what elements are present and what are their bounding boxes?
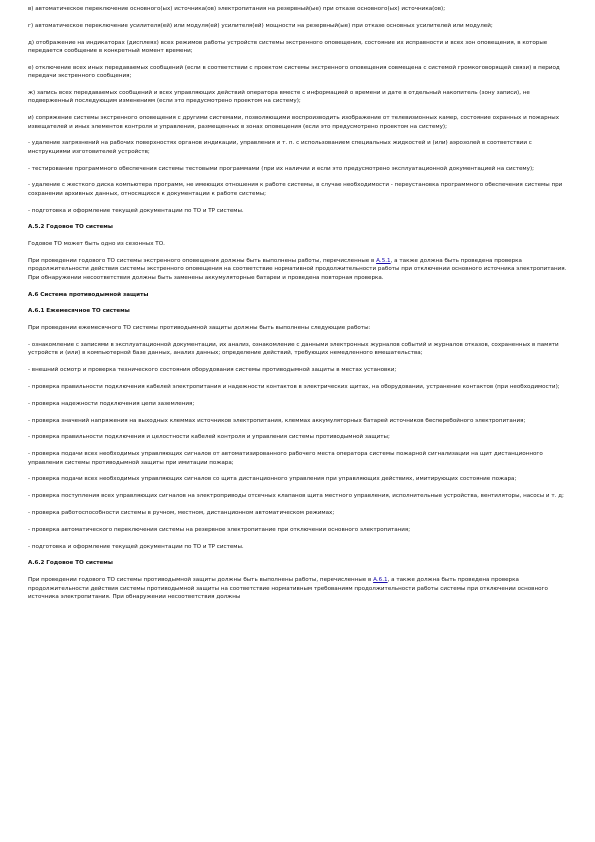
section-reference-link[interactable]: А.6.1 <box>373 577 388 584</box>
section-heading: А.6.2 Годовое ТО системы <box>28 560 113 567</box>
paragraph <box>28 576 567 601</box>
section-heading: А.6 Система противодымной защиты <box>28 291 149 298</box>
paragraph-text: , а также должна быть проведена проверка продолжительности действия системы экстренного оповещения на соответствие нормативной продолжительности работы при отключении основного источника электропитания. При обнаружении несоответствия должны быть заменены аккумуляторные батареи и проведена повторная проверка. <box>28 258 567 281</box>
paragraph-text: При проведении годового ТО системы экстренного оповещения должны быть выполнены работы, перечисленные в <box>28 258 377 264</box>
paragraph <box>28 257 567 282</box>
paragraph: - проверка значений напряжения на выходных клеммах источников электропитания, клеммах аккумуляторных батарей источников бесперебойного электропитания; <box>28 417 526 424</box>
paragraph: - проверка работоспособности системы в ручном, местном, дистанционном автоматическом режимах; <box>28 509 335 516</box>
section-reference-link[interactable]: А.5.1 <box>376 258 391 264</box>
section-heading: А.5.2 Годовое ТО системы <box>28 224 113 231</box>
paragraph: - проверка подачи всех необходимых управляющих сигналов со щита дистанционного управления при управляющих действиях, имитирующих состояние пожара; <box>28 476 517 483</box>
paragraph: - удаление с жесткого диска компьютера программ, не имеющих отношения к работе системы, в случае необходимости - переустановка программного обеспечения системы при сохранении архивных данных, относящихся к документации к работе системы; <box>28 182 563 197</box>
paragraph: - проверка правильности подключения и целостности кабелей контроля и управления системы противодымной защиты; <box>28 434 390 441</box>
paragraph-text: , а также должна быть проведена проверка продолжительности действия системы противодымной защиты на соответствие нормативным требованиям продолжительности работы системы при отключении основного источника электропитания. При обнаружении несоответствия должны <box>28 577 548 600</box>
paragraph: При проведении ежемесячного ТО системы противодымной защиты должны быть выполнены следующие работы: <box>28 325 371 332</box>
paragraph: д) отображение на индикаторах (дисплеях) всех режимов работы устройств системы экстренного оповещения, состояние их исправности и всех зон оповещения, в которые передается сообщение в конкретный момент времени; <box>28 39 548 54</box>
paragraph: и) сопряжение системы экстренного оповещения с другими системами, позволяющими воспроизводить изображение от телевизионных камер, состояние охранных и пожарных извещателей и иных элементов контроля и управления, размещенных в зонах оповещения (если это предусмотрено проектом на систему); <box>28 115 560 130</box>
paragraph-text: При проведении годового ТО системы противодымной защиты должны быть выполнены работы, перечисленные в <box>28 577 374 584</box>
paragraph: в) автоматическое переключение основного(ых) источника(ов) электропитания на резервный(ые) при отказе основного(ых) источника(ов); <box>28 6 446 12</box>
paragraph: Годовое ТО может быть одно из сезонных ТО. <box>28 241 165 248</box>
paragraph: - проверка надежности подключения цепи заземления; <box>28 400 195 407</box>
paragraph: - подготовка и оформление текущей документации по ТО и ТР системы. <box>28 207 244 214</box>
paragraph: - ознакомление с записями в эксплуатационной документации, их анализ, ознакомление с данными электронных журналов событий и журналов отказов, сохраненных в памяти устройств и (или) в компьютерной базе данных, анализ данных; определение действий, требующих немедленного вмешательства; <box>28 342 559 357</box>
paragraph: е) отключение всех иных передаваемых сообщений (если в соответствии с проектом системы экстренного оповещения совмещена с системой громкоговорящей связи) в период передачи экстренного сообщения; <box>28 64 560 80</box>
paragraph: г) автоматическое переключение усилителя(ей) или модуля(ей) усилителя(ей) мощности на резервный(ые) при отказе основных усилителей или модулей; <box>28 22 493 29</box>
paragraph: ж) запись всех передаваемых сообщений и всех управляющих действий оператора вместе с информацией о времени и дате в отдельный накопитель (зону записи), не подверженный последующим изменениям (если это предусмотрено проектом на систему); <box>28 90 530 105</box>
paragraph: - проверка правильности подключения кабелей электропитания и надежности контактов в электрических щитах, на оборудовании, устранение контактов (при необходимости); <box>28 384 560 390</box>
paragraph: - удаление загрязнений на рабочих поверхностях органов индикации, управления и т. п. с использованием специальных жидкостей и (или) аэрозолей в соответствии с инструкциями изготовителей устройств; <box>28 140 532 155</box>
paragraph: - проверка автоматического переключения системы на резервное электропитание при отключении основного электропитания; <box>28 526 411 533</box>
paragraph: - проверка подачи всех необходимых управляющих сигналов от автоматизированного рабочего места оператора системы пожарной сигнализации на щит дистанционного управления системы противодымной защиты при имитации пожара; <box>28 451 543 466</box>
paragraph: - подготовка и оформление текущей документации по ТО и ТР системы. <box>28 543 244 550</box>
paragraph: - проверка поступления всех управляющих сигналов на электроприводы отсечных клапанов щита местного управления, исполнительные устройства, вентиляторы, насосы и т. д; <box>28 493 564 500</box>
paragraph: - внешний осмотр и проверка технического состояния оборудования системы противодымной защиты в местах установки; <box>28 367 397 374</box>
section-heading: А.6.1 Ежемесячное ТО системы <box>28 308 130 315</box>
paragraph: - тестирование программного обеспечения системы тестовыми программами (при их наличии и если это предусмотрено эксплуатационной документацией на систему); <box>28 165 535 172</box>
